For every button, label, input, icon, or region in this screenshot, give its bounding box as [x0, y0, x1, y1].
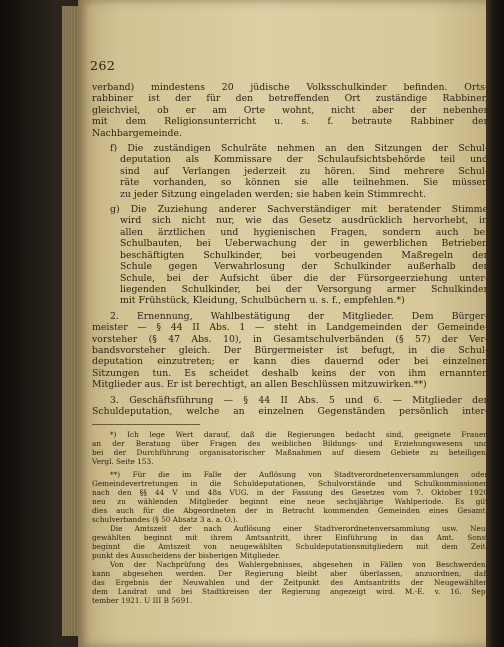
text-line: deputation einzutreten; er kann dies dauernd oder bei einzelnen [92, 356, 488, 368]
footnote-fn-1 [92, 430, 488, 466]
text-line: Gemeindevertretungen in die Schuldeputationen, Schulvorstände und Schulkommissionen [92, 479, 488, 489]
text-line: rabbiner ist der für den betreffenden Ort zuständige Rabbiner, [92, 93, 488, 105]
text-line: Nachbargemeinde. [92, 127, 182, 139]
page-number: 262 [90, 58, 116, 73]
footnote-rule [92, 424, 200, 425]
text-line: 2. Ernennung, Wahlbestätigung der Mitglieder. Dem Bürger- [110, 310, 488, 322]
text-line: tember 1921. U III B 5691. [92, 596, 193, 606]
text-line: dies auch für die Abgeordneten der in Betracht kommenden Gemeinden eines Gesamt- [92, 506, 488, 516]
text-line: Vergl. Seite 153. [92, 457, 154, 467]
paragraph-section-2 [92, 311, 488, 391]
main-text [92, 82, 488, 417]
text-line: bandsvorsteher gleich. Der Bürgermeister ist befugt, in die Schul- [92, 344, 488, 356]
text-line: Schule, bei der Aufsicht über die der Fürsorgeerziehung unter- [120, 272, 488, 284]
text-line: dem Landrat und bei Stadtkreisen der Regierung angezeigt wird. M.-E. v. 16. Sep- [92, 587, 488, 597]
page-body [92, 82, 488, 605]
footnotes [92, 430, 488, 605]
text-line: neu zu wählenden Mitglieder beginnt eine neue sechsjährige Wahlperiode. Es gilt [92, 497, 488, 507]
text-line: beginnt die Amtszeit von neugewählten Schuldeputationsmitgliedern mit dem Zeit- [92, 542, 488, 552]
text-line: 3. Geschäftsführung — § 44 II Abs. 5 und 6. — Mitglieder der [110, 394, 488, 406]
text-line: **) Für die im Falle der Auflösung von Stadtverordnetenversammlungen oder [110, 470, 488, 480]
text-line: beschäftigten Schulkinder, bei vorbeugenden Maßregeln der [120, 249, 488, 261]
text-line: vorsteher (§ 47 Abs. 10), in Gesamtschulverbänden (§ 57) der Ver- [92, 333, 488, 345]
text-line: liegenden Schulkinder, bei der Versorgung armer Schulkinder [120, 283, 488, 295]
text-line: sind auf Verlangen jederzeit zu hören. Sind mehrere Schul- [120, 165, 488, 177]
text-line: Mitglieder aus. Er ist berechtigt, an allen Beschlüssen mitzuwirken.**) [92, 379, 427, 391]
text-line: Schuldeputation, welche an einzelnen Gegenständen persönlich inter- [92, 405, 488, 417]
text-line: punkt des Ausscheidens der bisherigen Mitglieder. [92, 551, 281, 561]
text-line: Sitzungen tun. Es scheidet deshalb keins der von ihm ernannten [92, 367, 488, 379]
text-line: schulverbandes (§ 50 Absatz 3 a. a. O.). [92, 515, 238, 525]
text-line: g) Die Zuziehung anderer Sachverständiger mit beratender Stimme [110, 204, 488, 216]
paragraph-section-3 [92, 395, 488, 418]
text-line: deputation als Kommissare der Schulaufsichtsbehörde teil und [120, 154, 488, 166]
text-line: bei der Durchführung organisatorischer Maßnahmen auf diesem Gebiete zu beteiligen. [92, 448, 488, 458]
paragraph-item-g [92, 204, 488, 307]
text-line: Von der Nachprüfung des Wahlergebnisses, abgesehen in Fällen von Beschwerden, [110, 560, 488, 570]
text-line: zu jeder Sitzung eingeladen werden; sie haben kein Stimmrecht. [120, 188, 426, 200]
text-line: wird sich nicht nur, wie das Gesetz ausdrücklich hervorhebt, in [120, 215, 488, 227]
footnote-fn-2 [92, 470, 488, 605]
paragraph-continuation [92, 82, 488, 139]
right-shadow [486, 0, 504, 647]
text-line: mit dem Religionsunterricht u. s. f. betraute Rabbiner der [92, 116, 488, 128]
text-line: Schulbauten, bei Ueberwachung der in gewerblichen Betrieben [120, 238, 488, 250]
text-line: kann abgesehen werden. Der Regierung bleibt aber überlassen, anzuordnen, daß [92, 569, 488, 579]
paragraph-item-f [92, 143, 488, 200]
text-line: mit Frühstück, Kleidung, Schulbüchern u. s. f., empfehlen.*) [120, 295, 405, 307]
text-line: das Ergebnis der Neuwahlen und der Zeitpunkt des Amtsantritts der Neugewählten [92, 578, 488, 588]
text-line: gleichviel, ob er am Orte wohnt, nicht aber der nebenher [92, 104, 488, 116]
text-line: f) Die zuständigen Schulräte nehmen an den Sitzungen der Schul- [110, 143, 488, 155]
text-line: *) Ich lege Wert darauf, daß die Regierungen bedacht sind, geeignete Frauen [110, 430, 488, 440]
text-line: allen ärztlichen und hygienischen Fragen, sondern auch bei [120, 226, 488, 238]
text-line: Schule gegen Verwahrlosung der Schulkinder außerhalb der [120, 261, 488, 273]
text-line: verband) mindestens 20 jüdische Volksschulkinder befinden. Orts- [92, 82, 488, 93]
text-line: an der Beratung über Fragen des weiblichen Bildungs- und Erziehungswesens und [92, 439, 488, 449]
text-line: nach den §§ 44 V und 48a VUG. in der Fassung des Gesetzes vom 7. Oktober 1920 [92, 488, 488, 498]
text-line: meister — § 44 II Abs. 1 — steht in Landgemeinden der Gemeinde- [92, 322, 488, 334]
text-line: räte vorhanden, so können sie alle teilnehmen. Sie müssen [120, 177, 488, 189]
text-line: Die Amtszeit der nach Auflösung einer Stadtverordnetenversammlung usw. Neu- [110, 524, 488, 534]
text-line: gewählten beginnt mit ihrem Amtsantritt, ihrer Einführung in das Amt. Sonst [92, 533, 488, 543]
